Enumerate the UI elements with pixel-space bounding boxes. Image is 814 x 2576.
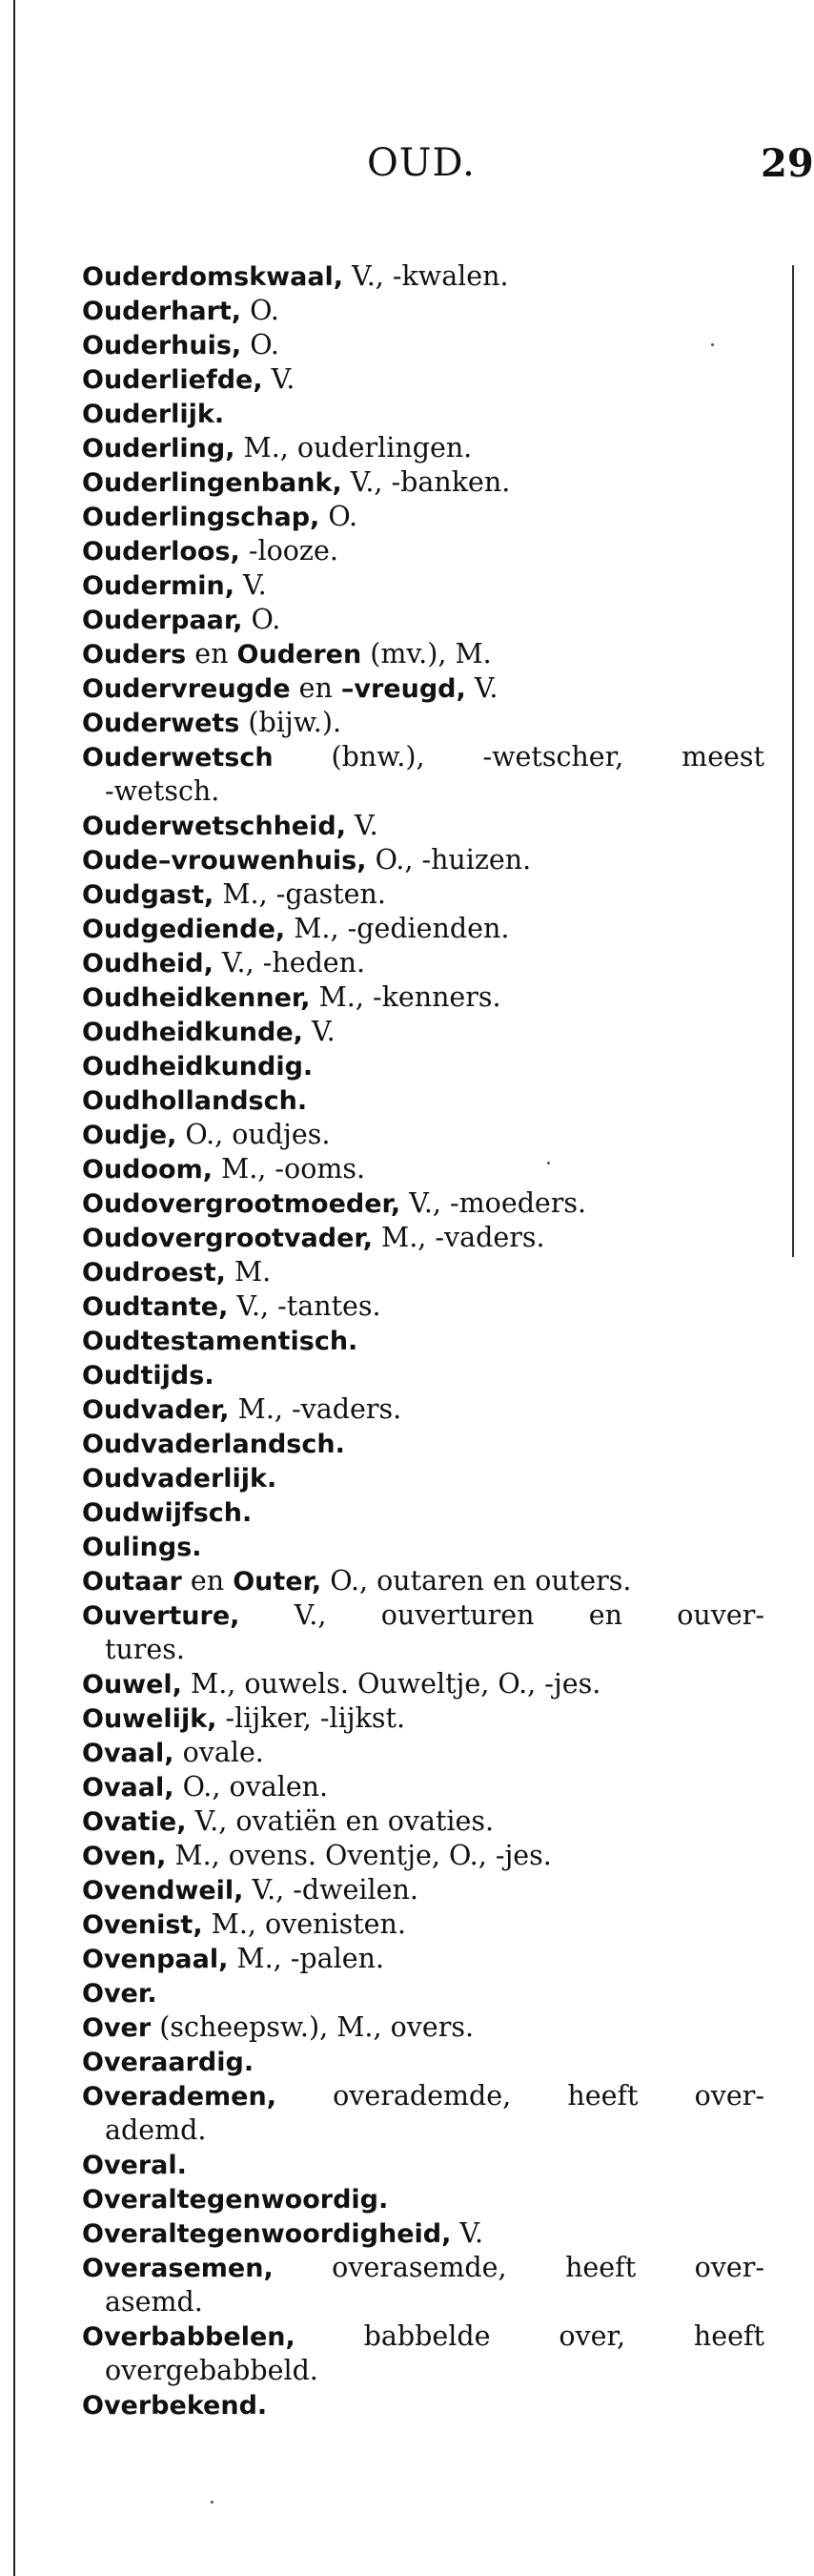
entry-text: O., ovalen. — [173, 1771, 329, 1803]
headword: Oudovergrootvader, — [82, 1224, 373, 1253]
headword: Ovenpaal, — [82, 1945, 229, 1974]
dictionary-entry — [82, 1015, 764, 1049]
headword: Oudtestamentisch. — [82, 1327, 358, 1356]
entry-text: M. — [225, 1256, 272, 1288]
headword: Overademen, — [82, 2082, 276, 2112]
entry-text: ademd. — [105, 2114, 207, 2146]
entry-text: O. — [241, 295, 279, 326]
entry-text: V. — [465, 672, 499, 704]
dictionary-entry — [82, 397, 764, 431]
dictionary-entry — [82, 1186, 764, 1221]
entry-line — [82, 1976, 764, 2010]
entry-line — [82, 1324, 764, 1358]
dictionary-entry — [82, 1427, 764, 1461]
entry-text: M., -ooms. — [213, 1153, 366, 1185]
headword: Oudtijds. — [82, 1361, 214, 1391]
headword: Outaar — [82, 1567, 182, 1597]
entry-text: (scheepsw.), M., overs. — [151, 2011, 475, 2043]
entry-text: -looze. — [239, 535, 338, 567]
entry-text: V. — [345, 810, 378, 841]
headword: Ouderlingschap, — [82, 503, 320, 532]
dictionary-entry — [82, 1461, 764, 1495]
headword: Ouderwetsch — [82, 743, 274, 773]
dictionary-entry — [82, 1495, 764, 1530]
headword: Ouderhart, — [82, 297, 242, 326]
dictionary-entry — [82, 1736, 764, 1770]
entry-line — [82, 1461, 764, 1495]
dictionary-entry — [82, 294, 764, 328]
entry-line — [82, 465, 764, 500]
entry-line — [82, 1392, 764, 1427]
headword: Ovaal, — [82, 1773, 174, 1803]
entry-line — [82, 1118, 764, 1152]
headword: Ouderlijk. — [82, 400, 225, 429]
entry-line — [82, 2182, 764, 2216]
entry-line — [82, 2010, 764, 2045]
entry-text: overademde, heeft over- — [275, 2080, 764, 2112]
dictionary-entry — [82, 1324, 764, 1358]
entry-text: V., -kwalen. — [343, 260, 509, 292]
headword: Oudervreugde — [82, 674, 291, 704]
entry-text: M., ovens. Oventje, O., -jes. — [166, 1840, 552, 1871]
entry-line — [82, 637, 764, 671]
running-header: OUD. — [367, 141, 476, 185]
entry-line — [82, 1289, 764, 1324]
entry-text: M., -kenners. — [310, 981, 501, 1013]
dictionary-entry — [82, 1976, 764, 2010]
entry-line — [82, 2148, 764, 2182]
dictionary-entry — [82, 1255, 764, 1289]
entry-line — [82, 362, 764, 397]
dictionary-entry — [82, 2010, 764, 2045]
dictionary-entry — [82, 1804, 764, 1839]
headword: Ovendweil, — [82, 1876, 244, 1906]
dictionary-entry — [82, 568, 764, 603]
headword: Oudhollandsch. — [82, 1086, 308, 1116]
headword: Overal. — [82, 2151, 187, 2180]
headword: Ovatie, — [82, 1807, 187, 1837]
headword: Ouwel, — [82, 1670, 182, 1700]
headword: Oudgediende, — [82, 915, 286, 944]
dictionary-entry — [82, 706, 764, 740]
headword: Oulings. — [82, 1533, 202, 1562]
headword: Ouderwets — [82, 709, 240, 738]
headword: Ouderloos, — [82, 537, 240, 567]
dictionary-entry — [82, 1942, 764, 1976]
entry-text: M., ovenisten. — [202, 1908, 406, 1940]
headword: Ouverture, — [82, 1601, 240, 1631]
dictionary-entry — [82, 2045, 764, 2079]
entry-text: O., -huizen. — [366, 844, 532, 876]
headword: Ouderwetschheid, — [82, 812, 346, 841]
dictionary-entry — [82, 2148, 764, 2182]
entry-line — [82, 2251, 764, 2285]
right-column-rule — [792, 265, 794, 1257]
entry-continuation-line — [82, 774, 764, 809]
entry-line — [82, 1736, 764, 1770]
entry-line — [82, 1942, 764, 1976]
entry-line — [82, 706, 764, 740]
entry-line — [82, 397, 764, 431]
headword: Oudheidkunde, — [82, 1018, 303, 1047]
headword: Oudheidkenner, — [82, 983, 311, 1013]
entry-line — [82, 2319, 764, 2354]
entry-text: V., -banken. — [341, 466, 511, 498]
headword: Oudoom, — [82, 1155, 213, 1185]
entry-continuation-line — [82, 2354, 764, 2388]
entry-line — [82, 946, 764, 980]
dictionary-entry — [82, 2319, 764, 2388]
headword: Ouderliefde, — [82, 365, 263, 395]
dictionary-entry — [82, 1289, 764, 1324]
headword: Oudvaderlandsch. — [82, 1430, 345, 1459]
entry-line — [82, 740, 764, 774]
entry-text: (bijw.). — [239, 707, 341, 738]
dictionary-entry — [82, 328, 764, 362]
headword: Oudovergrootmoeder, — [82, 1189, 401, 1219]
dictionary-entry — [82, 259, 764, 294]
dictionary-entry — [82, 1530, 764, 1564]
dictionary-entry — [82, 809, 764, 843]
entry-line — [82, 1186, 764, 1221]
headword: Overbabbelen, — [82, 2322, 295, 2352]
entry-text: V., -tantes. — [228, 1290, 381, 1322]
entry-line — [82, 1083, 764, 1118]
entry-line — [82, 671, 764, 706]
entry-line — [82, 2079, 764, 2113]
dictionary-entry — [82, 1839, 764, 1873]
entry-text: V., -heden. — [213, 947, 366, 979]
dictionary-entry — [82, 740, 764, 809]
dictionary-entry — [82, 1152, 764, 1186]
headword: Oudvader, — [82, 1395, 230, 1425]
dictionary-entry — [82, 1770, 764, 1804]
dictionary-entry — [82, 946, 764, 980]
headword: Ouders — [82, 640, 187, 670]
entry-line — [82, 1530, 764, 1564]
entry-text: O. — [241, 329, 279, 361]
entry-line — [82, 259, 764, 294]
entry-line — [82, 1907, 764, 1942]
entry-line — [82, 294, 764, 328]
entry-line — [82, 843, 764, 877]
dictionary-entry — [82, 1598, 764, 1667]
dictionary-entry — [82, 912, 764, 946]
entry-line — [82, 431, 764, 465]
headword: Overaardig. — [82, 2048, 254, 2077]
dictionary-entry — [82, 637, 764, 671]
dictionary-entry — [82, 1118, 764, 1152]
headword: Overaltegenwoordig. — [82, 2185, 389, 2215]
dictionary-entry — [82, 1392, 764, 1427]
entry-line — [82, 912, 764, 946]
dictionary-entry — [82, 500, 764, 534]
dictionary-entry — [82, 534, 764, 568]
entry-text: V. — [451, 2217, 484, 2249]
headword: –vreugd, — [340, 674, 466, 704]
entry-continuation-line — [82, 2113, 764, 2148]
entry-text: ovale. — [173, 1737, 264, 1768]
dictionary-entry — [82, 1083, 764, 1118]
entry-text: tures. — [105, 1634, 185, 1665]
entry-continuation-line — [82, 1633, 764, 1667]
entry-line — [82, 1839, 764, 1873]
headword: Ouderhuis, — [82, 331, 242, 361]
entry-text: en — [290, 672, 341, 704]
entry-line — [82, 809, 764, 843]
dictionary-entry — [82, 362, 764, 397]
entry-text: overgebabbeld. — [105, 2355, 318, 2386]
headword: Oudheid, — [82, 949, 214, 979]
headword: Over. — [82, 1979, 157, 2009]
entry-line — [82, 2216, 764, 2251]
entry-line — [82, 603, 764, 637]
headword: Ouderdomskwaal, — [82, 262, 344, 292]
entry-text: (mv.), M. — [361, 638, 492, 670]
print-speck — [547, 1162, 550, 1164]
entry-line — [82, 1049, 764, 1083]
dictionary-entry — [82, 1667, 764, 1701]
entry-text: babbelde over, heeft — [295, 2320, 764, 2352]
headword: Ouderen — [236, 640, 362, 670]
dictionary-entry-list — [82, 259, 764, 2422]
entry-text: V. — [262, 363, 295, 395]
dictionary-entry — [82, 1907, 764, 1942]
entry-text: M., ouderlingen. — [234, 432, 473, 464]
entry-line — [82, 1358, 764, 1392]
dictionary-entry — [82, 2388, 764, 2422]
entry-line — [82, 1152, 764, 1186]
page-number: 29 — [761, 141, 814, 186]
entry-line — [82, 980, 764, 1015]
dictionary-entry — [82, 1358, 764, 1392]
entry-line — [82, 534, 764, 568]
entry-line — [82, 1804, 764, 1839]
headword: Oude–vrouwenhuis, — [82, 846, 367, 876]
entry-line — [82, 2045, 764, 2079]
dictionary-entry — [82, 1701, 764, 1736]
headword: Oudgast, — [82, 880, 214, 910]
entry-text: O., oudjes. — [176, 1119, 331, 1150]
dictionary-entry — [82, 1873, 764, 1907]
entry-text: asemd. — [105, 2286, 203, 2318]
entry-text: O., outaren en outers. — [321, 1565, 632, 1597]
dictionary-entry — [82, 2216, 764, 2251]
headword: Over — [82, 2013, 152, 2043]
entry-text: M., -gedienden. — [285, 913, 510, 944]
headword: Oudje, — [82, 1121, 177, 1150]
headword: Ouderlingenbank, — [82, 468, 342, 498]
headword: Oudvaderlijk. — [82, 1464, 277, 1494]
entry-line — [82, 1221, 764, 1255]
dictionary-entry — [82, 877, 764, 912]
entry-line — [82, 2388, 764, 2422]
entry-line — [82, 1667, 764, 1701]
entry-text: -lijker, -lijkst. — [216, 1702, 406, 1734]
entry-line — [82, 877, 764, 912]
entry-text: O. — [319, 501, 358, 532]
headword: Oudwijfsch. — [82, 1498, 253, 1528]
headword: Ouderpaar, — [82, 606, 243, 635]
entry-text: V., -dweilen. — [243, 1874, 418, 1906]
headword: Oudtante, — [82, 1292, 229, 1322]
headword: Oven, — [82, 1842, 167, 1871]
dictionary-entry — [82, 843, 764, 877]
entry-text: M., ouwels. Ouweltje, O., -jes. — [181, 1668, 601, 1700]
dictionary-entry — [82, 980, 764, 1015]
headword: Ouwelijk, — [82, 1704, 217, 1734]
entry-continuation-line — [82, 2285, 764, 2319]
dictionary-entry — [82, 1049, 764, 1083]
entry-line — [82, 1255, 764, 1289]
headword: Oudermin, — [82, 571, 234, 601]
print-speck — [211, 2501, 214, 2504]
entry-line — [82, 1873, 764, 1907]
entry-text: en — [186, 638, 237, 670]
entry-text: overasemde, heeft over- — [273, 2252, 764, 2283]
entry-line — [82, 1495, 764, 1530]
entry-text: M., -gasten. — [214, 878, 386, 910]
entry-text: V., -moeders. — [400, 1187, 587, 1219]
entry-line — [82, 568, 764, 603]
print-speck — [711, 343, 714, 346]
entry-line — [82, 1701, 764, 1736]
entry-line — [82, 1015, 764, 1049]
entry-text: M., -vaders. — [373, 1222, 545, 1253]
entry-text: V., ovatiën en ovaties. — [186, 1805, 495, 1837]
headword: Ovaal, — [82, 1739, 174, 1768]
headword: Oudheidkundig. — [82, 1052, 314, 1082]
entry-line — [82, 328, 764, 362]
dictionary-entry — [82, 603, 764, 637]
entry-line — [82, 500, 764, 534]
dictionary-entry — [82, 1564, 764, 1598]
entry-line — [82, 1770, 764, 1804]
headword: Ouderling, — [82, 434, 235, 464]
dictionary-entry — [82, 1221, 764, 1255]
entry-text: -wetsch. — [105, 775, 220, 807]
entry-line — [82, 1564, 764, 1598]
left-margin-rule — [13, 0, 15, 2576]
headword: Overasemen, — [82, 2254, 274, 2283]
headword: Outer, — [233, 1567, 322, 1597]
entry-text: V. — [234, 569, 267, 601]
entry-text: V., ouverturen en ouver- — [239, 1599, 764, 1631]
headword: Oudroest, — [82, 1258, 226, 1288]
dictionary-entry — [82, 2182, 764, 2216]
entry-text: M., -vaders. — [229, 1393, 402, 1425]
dictionary-entry — [82, 671, 764, 706]
headword: Overaltegenwoordigheid, — [82, 2219, 452, 2249]
dictionary-entry — [82, 2079, 764, 2148]
entry-text: en — [181, 1565, 234, 1597]
entry-text: O. — [242, 604, 281, 635]
headword: Overbekend. — [82, 2391, 268, 2421]
entry-line — [82, 1598, 764, 1633]
entry-text: V. — [302, 1016, 336, 1047]
entry-line — [82, 1427, 764, 1461]
dictionary-entry — [82, 2251, 764, 2319]
dictionary-entry — [82, 465, 764, 500]
entry-text: M., -palen. — [228, 1943, 385, 1974]
headword: Ovenist, — [82, 1910, 203, 1940]
entry-text: (bnw.), -wetscher, meest — [273, 741, 764, 773]
dictionary-entry — [82, 431, 764, 465]
